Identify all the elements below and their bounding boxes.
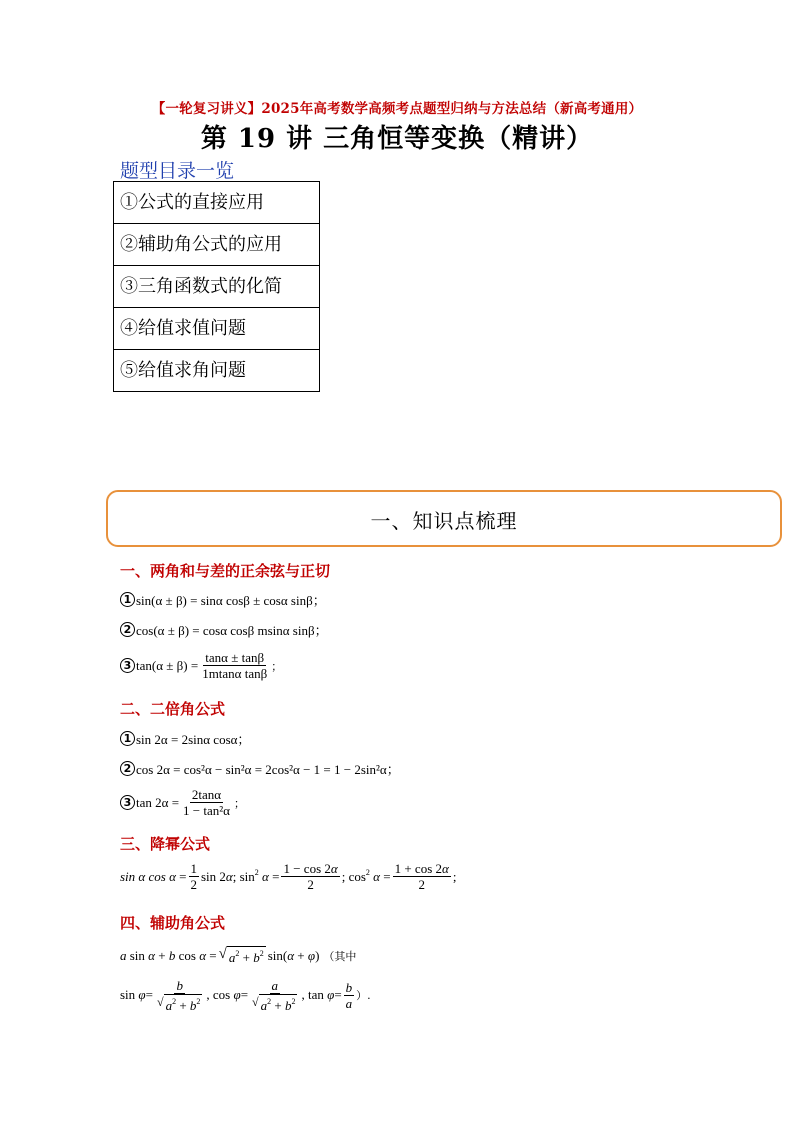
toc-item: ②辅助角公式的应用 bbox=[114, 224, 320, 266]
page-title: 第 19 讲 三角恒等变换（精讲） bbox=[200, 124, 594, 154]
formula-row: 1 sin(α ± β) = sinα cosβ ± cosα sinβ； bbox=[120, 590, 326, 609]
formula-row: sin φ= b √ $a^2 + b^2$ , cos φ= a √ $a^2 + b^2$ , tan φ= $\frac{b}{a}$ ）. bbox=[120, 978, 371, 1013]
section-heading: 二、二倍角公式 bbox=[120, 700, 226, 718]
fraction: $\frac{2\tan\alpha}{\text{1 − tan²α}}$ bbox=[183, 787, 230, 818]
section-heading: 一、两角和与差的正余弦与正切 bbox=[120, 562, 331, 580]
formula-row: 1 sin 2α = 2sinα cosα； bbox=[120, 729, 250, 748]
toc-item: ⑤给值求角问题 bbox=[114, 350, 320, 392]
formula-row: 3 tan(α ± β) = $\frac{\tan\alpha \pm \tan\beta}{\text{1mtanα tanβ}}$ ； bbox=[120, 650, 282, 681]
formula-row: 2 cos 2α = cos²α − sin²α = 2cos²α − 1 = 1 − 2sin²α； bbox=[120, 759, 400, 778]
formula-row: 3 tan 2α = $\frac{2\tan\alpha}{\text{1 − tan²α}}$ ； bbox=[120, 787, 245, 818]
toc-item: ①公式的直接应用 bbox=[114, 182, 320, 224]
formula-row: 2 cos(α ± β) = cosα cosβ msinα sinβ； bbox=[120, 620, 328, 639]
section-heading: 三、降幂公式 bbox=[120, 835, 211, 853]
fraction: $\frac{\tan\alpha \pm \tan\beta}{\text{1mtanα tanβ}}$ bbox=[202, 650, 268, 681]
toc-item: ④给值求值问题 bbox=[114, 308, 320, 350]
formula-row: a sin α + b cos α = √ $a^2 + b^2$ sin(α + φ) （其中 bbox=[120, 946, 357, 965]
toc-heading: 题型目录一览 bbox=[120, 160, 235, 182]
section-heading: 四、辅助角公式 bbox=[120, 914, 226, 932]
section-title: 一、知识点梳理 bbox=[370, 509, 518, 533]
toc-item: ③三角函数式的化简 bbox=[114, 266, 320, 308]
section-banner bbox=[106, 490, 782, 547]
toc-table bbox=[113, 181, 320, 392]
formula-row: sin α cos α = $\frac{1}{2}$ sin 2α; $\sin^2 \alpha$ = $\frac{1 - \cos 2\alpha}{2}$ ; $\cos^2 \alpha$ = $\frac{1 + \cos 2\alpha}{2}$ ; bbox=[120, 861, 457, 892]
document-header: 【一轮复习讲义】2025年高考数学高频考点题型归纳与方法总结（新高考通用） bbox=[151, 101, 643, 117]
